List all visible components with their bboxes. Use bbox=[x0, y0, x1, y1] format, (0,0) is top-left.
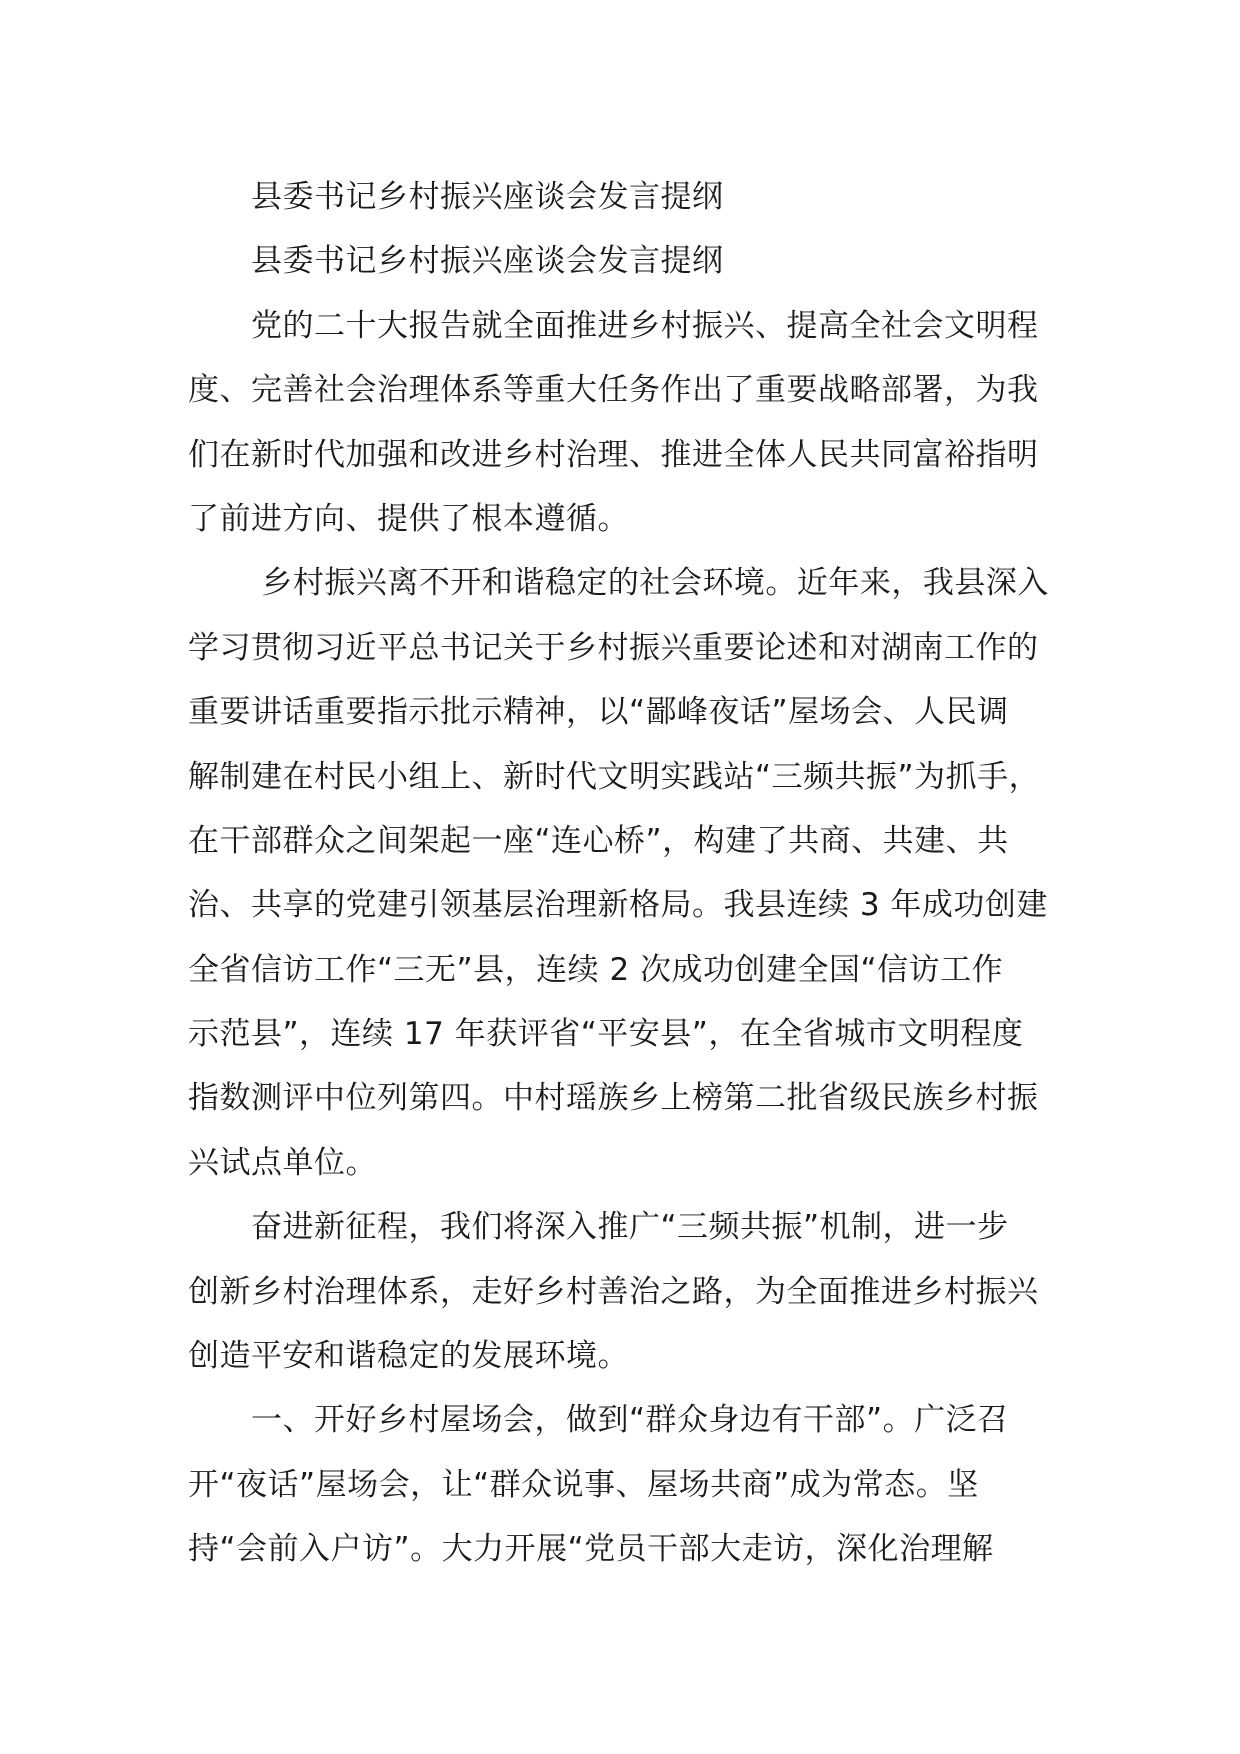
text-line: 党的二十大报告就全面推进乡村振兴、提高全社会文明程 bbox=[188, 307, 1039, 344]
text-line: 全省信访工作“三无”县，连续 2 次成功创建全国“信访工作 bbox=[188, 951, 1004, 988]
text-line: 重要讲话重要指示批示精神，以“鄙峰夜话”屋场会、人民调 bbox=[188, 694, 1009, 731]
text-line: 度、完善社会治理体系等重大任务作出了重要战略部署，为我 bbox=[188, 372, 1039, 409]
text-line: 一、开好乡村屋场会，做到“群众身边有干部”。广泛召 bbox=[188, 1402, 1009, 1439]
title-line: 县委书记乡村振兴座谈会发言提纲 bbox=[188, 179, 724, 215]
text-line: 指数测评中位列第四。中村瑶族乡上榜第二批省级民族乡村振 bbox=[188, 1080, 1039, 1117]
text-line: 奋进新征程，我们将深入推广“三频共振”机制，进一步 bbox=[188, 1209, 1009, 1246]
text-line: 乡村振兴离不开和谐稳定的社会环境。近年来，我县深入 bbox=[188, 565, 1049, 602]
text-line: 了前进方向、提供了根本遵循。 bbox=[188, 500, 629, 537]
text-line: 在干部群众之间架起一座“连心桥”，构建了共商、共建、共 bbox=[188, 822, 1009, 859]
text-line: 们在新时代加强和改进乡村治理、推进全体人民共同富裕指明 bbox=[188, 436, 1039, 473]
text-line: 创造平安和谐稳定的发展环境。 bbox=[188, 1338, 629, 1375]
text-line: 示范县”，连续 17 年获评省“平安县”，在全省城市文明程度 bbox=[188, 1016, 1024, 1053]
text-line: 学习贯彻习近平总书记关于乡村振兴重要论述和对湖南工作的 bbox=[188, 629, 1039, 666]
text-line: 兴试点单位。 bbox=[188, 1144, 377, 1181]
text-line: 创新乡村治理体系，走好乡村善治之路，为全面推进乡村振兴 bbox=[188, 1273, 1039, 1310]
title-line: 县委书记乡村振兴座谈会发言提纲 bbox=[188, 243, 724, 280]
document-body bbox=[188, 165, 1068, 1582]
text-line: 开“夜话”屋场会，让“群众说事、屋场共商”成为常态。坚 bbox=[188, 1466, 979, 1503]
text-line: 治、共享的党建引领基层治理新格局。我县连续 3 年成功创建 bbox=[188, 887, 1048, 924]
text-line: 解制建在村民小组上、新时代文明实践站“三频共振”为抓手， bbox=[188, 758, 1041, 795]
text-line: 持“会前入户访”。大力开展“党员干部大走访，深化治理解 bbox=[188, 1531, 994, 1568]
